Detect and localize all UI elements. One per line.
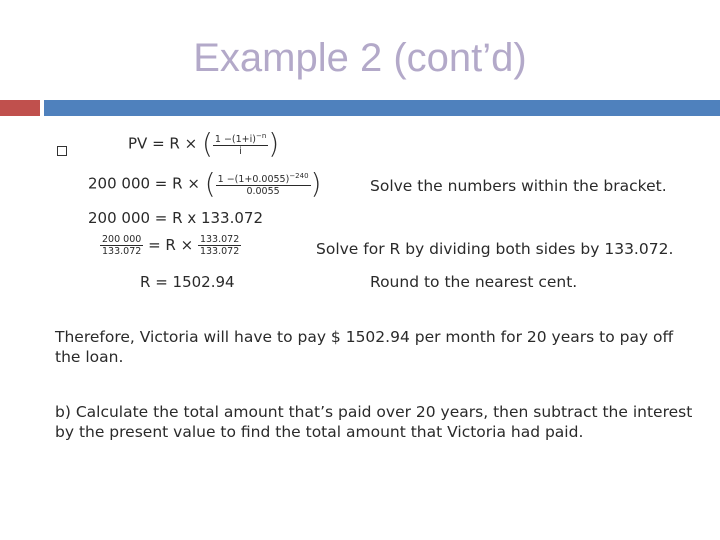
eq4-lhs-numerator: 200 000 — [102, 234, 142, 245]
header-bar-red — [0, 100, 40, 116]
note-solve-r: Solve for R by dividing both sides by 133.072. — [316, 240, 674, 258]
paragraph-part-b: b) Calculate the total amount that’s paid over 20 years, then subtract the interest by the present value to find the total amount that Victoria had paid. — [55, 403, 693, 441]
header-bar-blue — [44, 100, 720, 116]
eq4-rhs-numerator: 133.072 — [199, 234, 240, 245]
eq2-left: 200 000 = R × — [88, 174, 200, 193]
eq1-exponent: −n — [255, 131, 267, 140]
equation-result: R = 1502.94 — [140, 273, 235, 291]
equation-simplified: 200 000 = R x 133.072 — [88, 209, 263, 227]
slide-title: Example 2 (cont’d) — [193, 36, 527, 80]
paragraph-conclusion: Therefore, Victoria will have to pay $ 1502.94 per month for 20 years to pay off the loan. — [55, 328, 674, 366]
eq2-denominator: 0.0055 — [246, 186, 280, 198]
eq4-lhs-denominator: 133.072 — [102, 246, 142, 257]
eq4-middle: = R × — [148, 236, 194, 254]
bullet-square-icon — [57, 146, 67, 156]
eq1-left: PV = R × — [128, 134, 198, 153]
equation-divide — [100, 234, 241, 257]
eq1-numerator: 1 −(1+i) — [214, 134, 256, 146]
note-solve-bracket: Solve the numbers within the bracket. — [370, 177, 667, 195]
equation-pv: PV = R × ( $\frac{1 -(1+i)^{-n}}{i}$ ) — [128, 127, 280, 160]
eq2-numerator: 1 −(1+0.0055) — [217, 174, 290, 186]
eq4-rhs-denominator: 133.072 — [199, 246, 240, 257]
eq2-exponent: −240 — [289, 171, 309, 180]
eq1-denominator: i — [239, 146, 242, 158]
equation-substituted: 200 000 = R × ( $\frac{1 -(1+0.0055)^{-240}}{0.0055}$ ) — [88, 167, 322, 200]
note-round: Round to the nearest cent. — [370, 273, 578, 291]
